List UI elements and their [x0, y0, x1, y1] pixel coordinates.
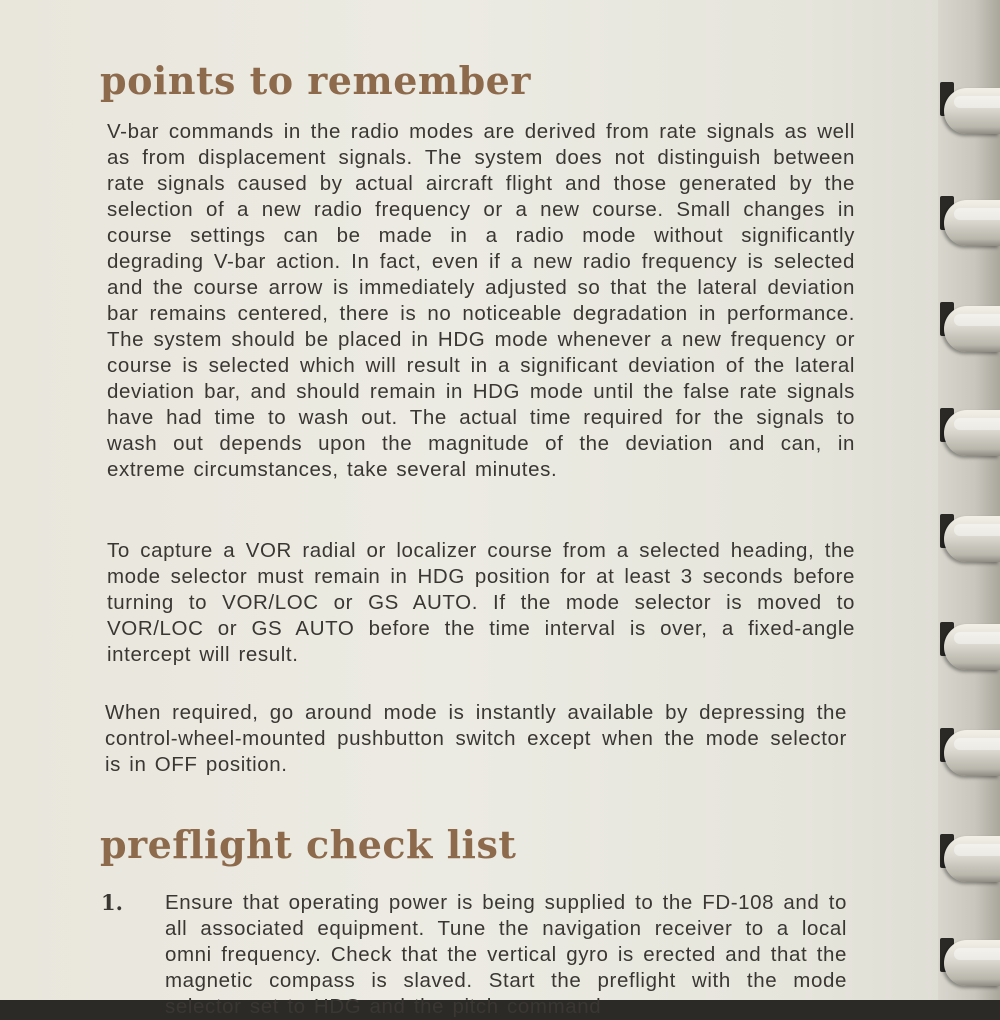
binding-coil	[944, 88, 1000, 134]
binding-coil	[944, 730, 1000, 776]
list-item-number: 1.	[101, 890, 123, 915]
section-heading-preflight-check-list: preflight check list	[100, 822, 517, 867]
binding-coil	[944, 516, 1000, 562]
binding-coil	[944, 306, 1000, 352]
list-item-text: Ensure that operating power is being supplied to the FD-108 and to all associated equipment. Tune the navigation receiver to a local omni frequency. Check that the vertical gyro is erected and that the magnetic compass is slaved. Start the preflight with the mode selector set to HDG and the pitch command	[165, 891, 847, 1018]
spiral-binding	[938, 0, 1000, 1000]
paragraph-vor-capture: To capture a VOR radial or localizer course from a selected heading, the mode selector must remain in HDG position for at least 3 seconds before turning to VOR/LOC or GS AUTO. If the mode selector is moved to VOR/LOC or GS AUTO before the time interval is over, a fixed-angle intercept will result.	[107, 539, 855, 666]
paragraph-vbar-commands: V-bar commands in the radio modes are derived from rate signals as well as from displacement signals. The system does not distinguish between rate signals caused by actual aircraft flight and those generated by the selection of a new radio frequency or a new course. Small changes in course settings can be made in a radio mode without significantly degrading V-bar action. In fact, even if a new radio frequency is selected and the course arrow is immediately adjusted so that the lateral deviation bar remains centered, there is no noticeable degradation in performance. The system should be placed in HDG mode whenever a new frequency or course is selected which will result in a significant deviation of the lateral deviation bar, and should remain in HDG mode until the false rate signals have had time to wash out. The actual time required for the signals to wash out depends upon the magnitude of the deviation and can, in extreme circumstances, take several minutes.	[107, 120, 855, 481]
binding-coil	[944, 940, 1000, 986]
paragraph-go-around-mode: When required, go around mode is instantly available by depressing the control-wheel-mounted pushbutton switch except when the mode selector is in OFF position.	[105, 701, 847, 776]
section-heading-points-to-remember: points to remember	[100, 58, 531, 103]
binding-coil	[944, 200, 1000, 246]
binding-coil	[944, 836, 1000, 882]
binding-coil	[944, 624, 1000, 670]
binding-coil	[944, 410, 1000, 456]
